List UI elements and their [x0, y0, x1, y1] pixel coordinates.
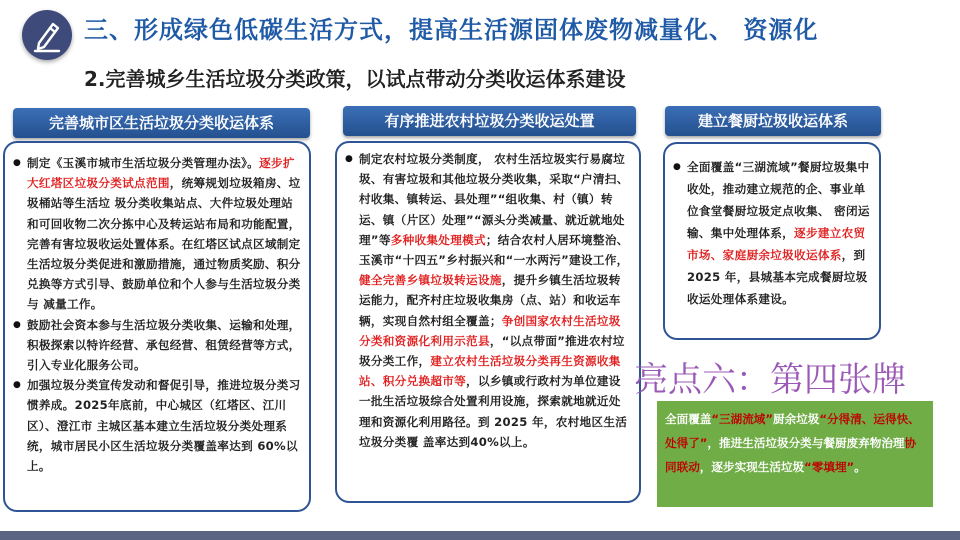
- column-header-rural: 有序推进农村垃圾分类收运处置: [343, 106, 636, 136]
- urban-panel: [3, 141, 311, 512]
- emphasis-text: “零填埋”: [804, 460, 855, 474]
- emphasis-text: “三湖流域”: [711, 412, 774, 426]
- body-text: ，到 2025 年，县城基本完成餐厨垃圾收运处理体系建设。: [687, 248, 868, 306]
- body-text: ，提升乡镇生活垃圾转运能力，配齐村庄垃圾收集房（点、站）和收运车辆，实现自然村组全覆盖；: [359, 273, 621, 328]
- emphasis-text: 争创国家农村生活垃圾分类和资源化利用示范县: [359, 313, 621, 348]
- bullet-item: [673, 156, 871, 310]
- body-text: 。: [854, 460, 866, 474]
- emphasis-text: 健全完善乡镇垃圾转运设施: [359, 273, 502, 288]
- body-text: 制定《玉溪市城市生活垃圾分类管理办法》。: [27, 156, 260, 170]
- body-text: 全面覆盖: [665, 412, 712, 426]
- bullet-item: [13, 315, 301, 376]
- logo: [22, 10, 72, 60]
- column-header-urban: 完善城市区生活垃圾分类收运体系: [13, 108, 310, 138]
- page-subtitle: 2.完善城乡生活垃圾分类政策，以试点带动分类收运体系建设: [84, 67, 626, 91]
- kitchen-bullet-list: [673, 156, 871, 310]
- summary-text: [665, 407, 925, 479]
- urban-bullet-list: [13, 153, 301, 476]
- body-text: 全面覆盖“三湖流域”餐厨垃圾集中收处，推动建立规范的企、事业单位食堂餐厨垃圾定点收集、 密闭运输、集中处理体系，: [687, 160, 870, 240]
- body-text: ，逐步实现生活垃圾: [699, 460, 805, 474]
- emphasis-text: 建立农村生活垃圾分类再生资源收集站、积分兑换超市等: [359, 354, 621, 389]
- footer-bar: [0, 531, 960, 540]
- emphasis-text: 多种收集处理模式: [390, 232, 486, 247]
- bullet-item: [345, 149, 631, 452]
- body-text: 加强垃圾分类宣传发动和督促引导，推进垃圾分类习惯养成。2025年底前，中心城区（红塔区、江川区）、澄江市 主城区基本建立生活垃圾分类处理系统，城市居民小区生活垃圾分类覆盖率达到 60%以上。: [27, 378, 301, 474]
- bullet-item: [13, 153, 301, 315]
- emphasis-text: 逐步建立农贸市场、家庭厨余垃圾收运体系: [687, 226, 866, 262]
- pen-icon: [22, 10, 72, 60]
- body-text: ，“以点带面”推进农村垃圾分类工作，: [359, 333, 625, 369]
- body-text: ，推进生活垃圾分类与餐厨废弃物治理: [707, 436, 905, 450]
- body-text: 厨余垃圾: [773, 412, 820, 426]
- column-header-kitchen: 建立餐厨垃圾收运体系: [665, 106, 881, 136]
- body-text: ，统筹规划垃圾箱房、垃圾桶站等生活垃 圾分类收集站点、大件垃圾处理站和可回收物二次分拣中心及转运站布局和功能配置，完善有害垃圾收运处置体系。在红塔区试点区域制定生活垃圾分类促进和激励措施，通过物质奖励、积分兑换等方式引导、鼓励单位和个人参与生活垃圾分类与 减量工作。: [27, 176, 301, 312]
- summary-green-panel: [657, 401, 933, 507]
- emphasis-text: 协同联动: [665, 436, 917, 474]
- page-title: 三、形成绿色低碳生活方式，提高生活源固体废物减量化、 资源化: [84, 16, 819, 44]
- emphasis-text: 逐步扩大红塔区垃圾分类试点范围: [27, 156, 295, 191]
- rural-bullet-list: [345, 149, 631, 452]
- kitchen-panel: [663, 142, 881, 340]
- highlight-caption: 亮点六：第四张牌: [634, 360, 906, 400]
- body-text: 制定农村垃圾分类制度， 农村生活垃圾实行易腐垃圾、有害垃圾和其他垃圾分类收集，采取“户清扫、村收集、镇转运、县处理”“组收集、村（镇）转运、镇（片区）处理”“源头分类减量、就近就地处理”等: [359, 152, 629, 247]
- body-text: ；结合农村人居环境整治、玉溪市“十四五”乡村振兴和“一水两污”建设工作，: [359, 232, 629, 268]
- body-text: ，以乡镇或行政村为单位建设一批生活垃圾综合处置利用设施，探索就地就近处理和资源化利用路径。到 2025 年，农村地区生活垃圾分类覆 盖率达到40%以上。: [359, 374, 628, 449]
- bullet-item: [13, 375, 301, 476]
- body-text: 鼓励社会资本参与生活垃圾分类收集、运输和处理， 积极探索以特许经营、承包经营、租赁经营等方式，引入专业化服务公司。: [27, 317, 301, 373]
- rural-panel: [335, 141, 641, 503]
- emphasis-text: “分得清、运得快、处得了”: [665, 412, 920, 450]
